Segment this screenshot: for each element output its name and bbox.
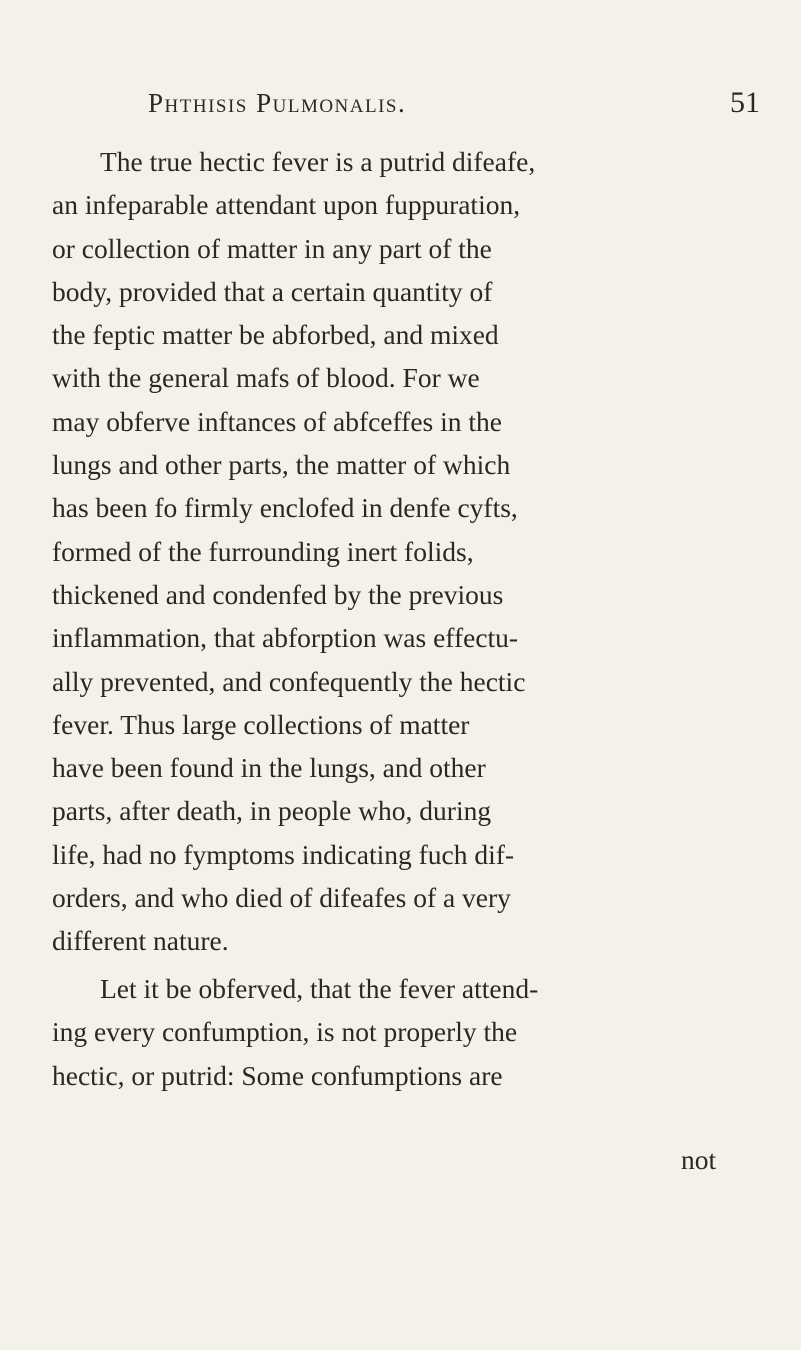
- text-line: with the general mafs of blood. For we: [52, 362, 480, 394]
- catchword: not: [681, 1144, 717, 1175]
- text-line: different nature.: [52, 925, 229, 957]
- text-line: Let it be obferved, that the fever attend-: [100, 973, 539, 1004]
- text-line: ally prevented, and confequently the hectic: [52, 665, 526, 697]
- page-number: 51: [730, 86, 760, 119]
- text-line: inflammation, that abforption was effectu-: [52, 622, 519, 654]
- text-line: formed of the furrounding inert folids,: [52, 535, 474, 567]
- text-line: an infeparable attendant upon fuppuration,: [52, 189, 521, 221]
- text-line: body, provided that a certain quantity of: [52, 275, 493, 307]
- text-line: may obferve inftances of abfceffes in the: [52, 405, 502, 437]
- text-line: thickened and condenfed by the previous: [52, 578, 504, 610]
- paragraph-1: [52, 140, 772, 963]
- text-line: orders, and who died of difeafes of a very: [52, 882, 511, 914]
- text-line: has been fo firmly enclofed in denfe cyfts,: [52, 492, 518, 524]
- text-line: The true hectic fever is a putrid difeafe,: [100, 146, 536, 177]
- text-line: the feptic matter be abforbed, and mixed: [52, 319, 499, 351]
- text-line: parts, after death, in people who, during: [52, 795, 492, 827]
- text-line: lungs and other parts, the matter of which: [52, 449, 511, 481]
- text-line: life, had no fymptoms indicating fuch dif-: [52, 838, 515, 870]
- running-title: Phthisis Pulmonalis.: [148, 88, 407, 118]
- text-line: have been found in the lungs, and other: [52, 752, 486, 784]
- text-line: fever. Thus large collections of matter: [52, 708, 470, 740]
- text-line: ing every confumption, is not properly the: [52, 1016, 518, 1048]
- text-line: or collection of matter in any part of the: [52, 232, 492, 264]
- paragraph-2: [52, 967, 772, 1097]
- text-line: hectic, or putrid: Some confumptions are: [52, 1059, 503, 1091]
